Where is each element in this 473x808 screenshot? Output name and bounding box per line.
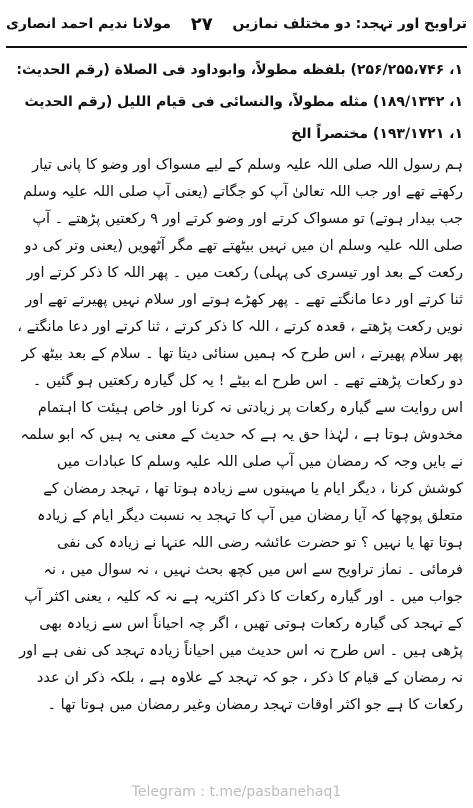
author-name: مولانا ندیم احمد انصاری [6, 16, 171, 32]
telegram-watermark: Telegram : t.me/pasbanehaq1 [131, 784, 342, 800]
page-number: ۲۷ [190, 13, 213, 35]
reference-block [10, 56, 463, 148]
reference-line: ۱، ۱۸۹/۱۳۴۲) مثله مطولاً، والنسائی فی قیام اللیل (رقم الحدیث [24, 94, 463, 110]
reference-line: ۱، ۱۹۳/۱۷۲۱) مختصراً الخ [291, 126, 463, 142]
paragraph-hadith-narration: ہم رسول اللہ صلی اللہ علیہ وسلم کے لیے مسواک اور وضو کا پانی تیار رکھتے تھے اور جب اللہ تعالیٰ آپ کو جگاتے (یعنی آپ صلی اللہ علیہ وسلم جب بیدار ہوتے) تو مسواک کرتے اور وضو کرتے اور ۹ رکعتیں پڑھتے ۔ آپ صلی اللہ علیہ وسلم ان میں نہیں بیٹھتے تھے مگر آٹھویں (یعنی وتر کی دو رکعت کے بعد اور تیسری کی پہلی) رکعت میں ۔ پھر اللہ کا ذکر کرتے اور ثنا کرتے اور دعا مانگتے تھے ۔ پھر کھڑے ہوتے اور سلام نہیں پھیرتے تھے اور نویں رکعت پڑھتے ، قعدہ کرتے ، اللہ کا ذکر کرتے ، ثنا کرتے اور دعا مانگتے ، پھر سلام پھیرتے ، اس طرح کہ ہمیں سنائی دیتا تھا ۔ سلام کے بعد بیٹھ کر دو رکعات پڑھتے تھے ۔ اس طرح اے بیٹے ! یہ کل گیارہ رکعتیں ہو گئیں ۔ [17, 157, 463, 389]
reference-line: ۱، ۲۵۶/۲۵۵،۷۴۶) بلفظه مطولاً، وابوداود فی الصلاة (رقم الحدیث: [16, 62, 463, 78]
body-text [10, 152, 463, 719]
running-title: تراویح اور تہجد: دو مختلف نمازیں [232, 16, 467, 32]
header-divider [6, 46, 467, 48]
page-header [6, 4, 467, 44]
paragraph-commentary: اس روایت سے گیارہ رکعات پر زیادتی نہ کرنا اور خاص ہیئت کا اہتمام مخدوش ہوتا ہے ، لہٰذا حق یہ ہے کہ حدیث کے معنی یہ ہیں کہ ابو سلمہ نے بایں وجہ کہ رمضان میں آپ صلی اللہ علیہ وسلم کا عبادات میں کوشش کرنا ، دیگر ایام یا مہینوں سے زیادہ ہوتا تھا ، تہجد رمضان کے متعلق پوچھا کہ آیا رمضان میں آپ کا تہجد بہ نسبت دیگر ایام کے زیادہ ہوتا تھا یا نہیں ؟ تو حضرت عائشہ رضی اللہ عنہا نے زیادہ کی نفی فرمائی ۔ نماز تراویح سے اس میں کچھ بحث نہیں ، نہ سوال میں ، نہ جواب میں ۔ اور گیارہ رکعات کا ذکر اکثریہ ہے نہ کہ کلیہ ، یعنی اکثر آپ کے تہجد کی گیارہ رکعات ہوتی تھیں ، اگر چہ احیاناً اس سے زیادہ بھی پڑھی ہیں ۔ اس طرح نہ اس حدیث میں احیاناً زیادہ تہجد کی نفی ہے اور نہ رمضان کے قیام کا ذکر ، جو کہ تہجد کے علاوہ ہے ، بلکہ ذکر ان عدد رکعات کا ہے جو اکثر اوقات تہجد رمضان وغیر رمضان میں ہوتا تھا ۔ [19, 400, 463, 713]
page-content [10, 56, 463, 719]
